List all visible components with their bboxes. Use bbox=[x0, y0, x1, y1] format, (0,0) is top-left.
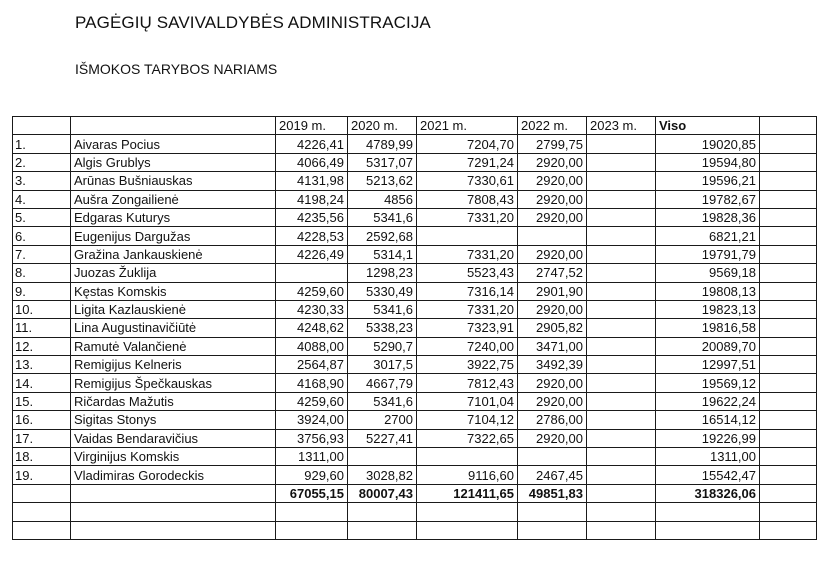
table-row bbox=[13, 245, 817, 263]
amount-cell-y2023 bbox=[587, 392, 656, 410]
empty-cell bbox=[518, 503, 587, 521]
empty-row bbox=[13, 503, 817, 521]
amount-cell-y2023 bbox=[587, 411, 656, 429]
empty-cell bbox=[760, 374, 817, 392]
amount-cell-y2022: 2920,00 bbox=[518, 300, 587, 318]
amount-cell-total: 19828,36 bbox=[656, 208, 760, 226]
amount-cell-y2020: 5341,6 bbox=[348, 208, 417, 226]
empty-cell bbox=[760, 429, 817, 447]
empty-cell bbox=[760, 411, 817, 429]
amount-cell-y2023 bbox=[587, 264, 656, 282]
amount-cell-y2022: 2920,00 bbox=[518, 392, 587, 410]
empty-cell bbox=[760, 319, 817, 337]
empty-cell bbox=[656, 521, 760, 539]
header-cell-extra bbox=[760, 117, 817, 135]
member-name-cell: Ričardas Mažutis bbox=[71, 392, 276, 410]
amount-cell-y2022: 2920,00 bbox=[518, 190, 587, 208]
amount-cell-y2019: 4066,49 bbox=[276, 153, 348, 171]
amount-cell-y2020 bbox=[348, 448, 417, 466]
table-row bbox=[13, 172, 817, 190]
empty-row bbox=[13, 521, 817, 539]
amount-cell-y2019: 4198,24 bbox=[276, 190, 348, 208]
amount-cell-y2020: 5341,6 bbox=[348, 300, 417, 318]
table-row bbox=[13, 264, 817, 282]
empty-cell bbox=[760, 190, 817, 208]
table-row bbox=[13, 411, 817, 429]
table-row bbox=[13, 356, 817, 374]
member-name-cell: Ramutė Valančienė bbox=[71, 337, 276, 355]
amount-cell-y2019: 4131,98 bbox=[276, 172, 348, 190]
row-number-cell: 6. bbox=[13, 227, 71, 245]
amount-cell-y2021: 9116,60 bbox=[417, 466, 518, 484]
amount-cell-y2023 bbox=[587, 208, 656, 226]
member-name-cell: Lina Augustinavičiūtė bbox=[71, 319, 276, 337]
amount-cell-y2022: 2901,90 bbox=[518, 282, 587, 300]
member-name-cell: Remigijus Kelneris bbox=[71, 356, 276, 374]
empty-cell bbox=[348, 521, 417, 539]
empty-cell bbox=[71, 503, 276, 521]
member-name-cell: Ligita Kazlauskienė bbox=[71, 300, 276, 318]
empty-cell bbox=[760, 448, 817, 466]
amount-cell-y2019: 4226,41 bbox=[276, 135, 348, 153]
empty-cell bbox=[760, 466, 817, 484]
row-number-cell: 10. bbox=[13, 300, 71, 318]
empty-cell bbox=[71, 521, 276, 539]
amount-cell-y2022 bbox=[518, 448, 587, 466]
amount-cell-y2019: 3756,93 bbox=[276, 429, 348, 447]
empty-cell bbox=[587, 521, 656, 539]
amount-cell-y2022: 2920,00 bbox=[518, 153, 587, 171]
amount-cell-total: 19594,80 bbox=[656, 153, 760, 171]
amount-cell-y2020: 5317,07 bbox=[348, 153, 417, 171]
empty-cell bbox=[417, 521, 518, 539]
member-name-cell: Virginijus Komskis bbox=[71, 448, 276, 466]
row-number-cell: 16. bbox=[13, 411, 71, 429]
amount-cell-y2021: 7323,91 bbox=[417, 319, 518, 337]
amount-cell-y2021 bbox=[417, 227, 518, 245]
total-cell-y2019: 67055,15 bbox=[276, 484, 348, 502]
amount-cell-y2022: 2905,82 bbox=[518, 319, 587, 337]
amount-cell-y2023 bbox=[587, 153, 656, 171]
table-row bbox=[13, 337, 817, 355]
amount-cell-y2020: 5290,7 bbox=[348, 337, 417, 355]
amount-cell-y2020: 5338,23 bbox=[348, 319, 417, 337]
member-name-cell: Edgaras Kuturys bbox=[71, 208, 276, 226]
amount-cell-y2023 bbox=[587, 466, 656, 484]
empty-cell bbox=[760, 356, 817, 374]
amount-cell-y2022: 2920,00 bbox=[518, 208, 587, 226]
total-cell-y2021: 121411,65 bbox=[417, 484, 518, 502]
empty-cell bbox=[348, 503, 417, 521]
amount-cell-y2019: 1311,00 bbox=[276, 448, 348, 466]
empty-cell bbox=[760, 172, 817, 190]
amount-cell-y2021: 3922,75 bbox=[417, 356, 518, 374]
empty-cell bbox=[760, 208, 817, 226]
amount-cell-total: 19596,21 bbox=[656, 172, 760, 190]
amount-cell-y2019: 4259,60 bbox=[276, 282, 348, 300]
empty-cell bbox=[276, 521, 348, 539]
amount-cell-y2019: 4088,00 bbox=[276, 337, 348, 355]
amount-cell-y2022: 3471,00 bbox=[518, 337, 587, 355]
amount-cell-total: 9569,18 bbox=[656, 264, 760, 282]
table-row bbox=[13, 208, 817, 226]
row-number-cell: 2. bbox=[13, 153, 71, 171]
table-row bbox=[13, 319, 817, 337]
amount-cell-y2023 bbox=[587, 190, 656, 208]
amount-cell-total: 19226,99 bbox=[656, 429, 760, 447]
table-row bbox=[13, 135, 817, 153]
amount-cell-y2019: 4259,60 bbox=[276, 392, 348, 410]
table-row bbox=[13, 300, 817, 318]
amount-cell-y2021: 7322,65 bbox=[417, 429, 518, 447]
amount-cell-y2021: 7291,24 bbox=[417, 153, 518, 171]
row-number-cell: 19. bbox=[13, 466, 71, 484]
amount-cell-y2020: 5227,41 bbox=[348, 429, 417, 447]
empty-cell bbox=[760, 282, 817, 300]
amount-cell-y2022: 2920,00 bbox=[518, 245, 587, 263]
header-cell-2021: 2021 m. bbox=[417, 117, 518, 135]
empty-cell bbox=[760, 153, 817, 171]
amount-cell-y2020: 4789,99 bbox=[348, 135, 417, 153]
amount-cell-y2021: 7812,43 bbox=[417, 374, 518, 392]
member-name-cell: Vladimiras Gorodeckis bbox=[71, 466, 276, 484]
amount-cell-y2023 bbox=[587, 245, 656, 263]
empty-cell bbox=[760, 227, 817, 245]
amount-cell-y2021: 7101,04 bbox=[417, 392, 518, 410]
amount-cell-y2020: 5330,49 bbox=[348, 282, 417, 300]
amount-cell-total: 6821,21 bbox=[656, 227, 760, 245]
empty-cell bbox=[760, 245, 817, 263]
member-name-cell: Remigijus Špečkauskas bbox=[71, 374, 276, 392]
row-number-cell: 7. bbox=[13, 245, 71, 263]
amount-cell-y2022: 2920,00 bbox=[518, 374, 587, 392]
amount-cell-y2021: 5523,43 bbox=[417, 264, 518, 282]
amount-cell-y2020: 3017,5 bbox=[348, 356, 417, 374]
amount-cell-y2019: 4226,49 bbox=[276, 245, 348, 263]
empty-cell bbox=[760, 300, 817, 318]
empty-cell bbox=[13, 484, 71, 502]
empty-cell bbox=[276, 503, 348, 521]
amount-cell-y2020: 1298,23 bbox=[348, 264, 417, 282]
amount-cell-y2019: 4235,56 bbox=[276, 208, 348, 226]
empty-cell bbox=[417, 503, 518, 521]
member-name-cell: Aušra Zongailienė bbox=[71, 190, 276, 208]
amount-cell-y2020: 2700 bbox=[348, 411, 417, 429]
member-name-cell: Arūnas Bušniauskas bbox=[71, 172, 276, 190]
amount-cell-y2023 bbox=[587, 282, 656, 300]
row-number-cell: 1. bbox=[13, 135, 71, 153]
amount-cell-y2019: 2564,87 bbox=[276, 356, 348, 374]
amount-cell-y2022: 2799,75 bbox=[518, 135, 587, 153]
row-number-cell: 13. bbox=[13, 356, 71, 374]
amount-cell-y2021: 7240,00 bbox=[417, 337, 518, 355]
member-name-cell: Aivaras Pocius bbox=[71, 135, 276, 153]
amount-cell-total: 19791,79 bbox=[656, 245, 760, 263]
totals-row bbox=[13, 484, 817, 502]
table-row bbox=[13, 190, 817, 208]
header-cell-name bbox=[71, 117, 276, 135]
row-number-cell: 4. bbox=[13, 190, 71, 208]
table-row bbox=[13, 282, 817, 300]
empty-cell bbox=[71, 484, 276, 502]
amount-cell-total: 16514,12 bbox=[656, 411, 760, 429]
header-cell-2019: 2019 m. bbox=[276, 117, 348, 135]
amount-cell-y2022: 2786,00 bbox=[518, 411, 587, 429]
member-name-cell: Eugenijus Dargužas bbox=[71, 227, 276, 245]
table-row bbox=[13, 466, 817, 484]
amount-cell-y2023 bbox=[587, 374, 656, 392]
amount-cell-y2023 bbox=[587, 448, 656, 466]
amount-cell-y2021: 7331,20 bbox=[417, 208, 518, 226]
amount-cell-y2019: 4228,53 bbox=[276, 227, 348, 245]
amount-cell-y2021: 7316,14 bbox=[417, 282, 518, 300]
amount-cell-total: 19020,85 bbox=[656, 135, 760, 153]
amount-cell-y2019: 3924,00 bbox=[276, 411, 348, 429]
empty-cell bbox=[760, 264, 817, 282]
row-number-cell: 9. bbox=[13, 282, 71, 300]
amount-cell-total: 15542,47 bbox=[656, 466, 760, 484]
amount-cell-total: 12997,51 bbox=[656, 356, 760, 374]
empty-cell bbox=[760, 337, 817, 355]
amount-cell-y2020: 4667,79 bbox=[348, 374, 417, 392]
header-cell-total: Viso bbox=[656, 117, 760, 135]
table-row bbox=[13, 429, 817, 447]
amount-cell-total: 1311,00 bbox=[656, 448, 760, 466]
empty-cell bbox=[587, 503, 656, 521]
amount-cell-total: 19622,24 bbox=[656, 392, 760, 410]
amount-cell-y2023 bbox=[587, 337, 656, 355]
amount-cell-y2021: 7330,61 bbox=[417, 172, 518, 190]
amount-cell-total: 19569,12 bbox=[656, 374, 760, 392]
member-name-cell: Gražina Jankauskienė bbox=[71, 245, 276, 263]
total-cell-y2020: 80007,43 bbox=[348, 484, 417, 502]
member-name-cell: Kęstas Komskis bbox=[71, 282, 276, 300]
amount-cell-y2023 bbox=[587, 429, 656, 447]
amount-cell-y2023 bbox=[587, 135, 656, 153]
total-cell-total: 318326,06 bbox=[656, 484, 760, 502]
empty-cell bbox=[760, 392, 817, 410]
empty-cell bbox=[760, 521, 817, 539]
amount-cell-y2023 bbox=[587, 227, 656, 245]
amount-cell-y2022: 2920,00 bbox=[518, 172, 587, 190]
amount-cell-total: 19782,67 bbox=[656, 190, 760, 208]
amount-cell-total: 20089,70 bbox=[656, 337, 760, 355]
empty-cell bbox=[13, 521, 71, 539]
amount-cell-y2023 bbox=[587, 172, 656, 190]
row-number-cell: 17. bbox=[13, 429, 71, 447]
amount-cell-y2020: 3028,82 bbox=[348, 466, 417, 484]
table-row bbox=[13, 448, 817, 466]
member-name-cell: Juozas Žuklija bbox=[71, 264, 276, 282]
row-number-cell: 3. bbox=[13, 172, 71, 190]
amount-cell-y2022: 2747,52 bbox=[518, 264, 587, 282]
row-number-cell: 11. bbox=[13, 319, 71, 337]
amount-cell-total: 19816,58 bbox=[656, 319, 760, 337]
header-cell-number bbox=[13, 117, 71, 135]
amount-cell-y2021: 7204,70 bbox=[417, 135, 518, 153]
document-subtitle: IŠMOKOS TARYBOS NARIAMS bbox=[75, 61, 278, 77]
amount-cell-y2021: 7808,43 bbox=[417, 190, 518, 208]
total-cell-y2023 bbox=[587, 484, 656, 502]
row-number-cell: 12. bbox=[13, 337, 71, 355]
amount-cell-y2022 bbox=[518, 227, 587, 245]
total-cell-y2022: 49851,83 bbox=[518, 484, 587, 502]
member-name-cell: Vaidas Bendaravičius bbox=[71, 429, 276, 447]
table-row bbox=[13, 227, 817, 245]
amount-cell-y2020: 5341,6 bbox=[348, 392, 417, 410]
amount-cell-y2022: 3492,39 bbox=[518, 356, 587, 374]
amount-cell-y2020: 4856 bbox=[348, 190, 417, 208]
amount-cell-y2023 bbox=[587, 319, 656, 337]
amount-cell-y2020: 2592,68 bbox=[348, 227, 417, 245]
table-row bbox=[13, 153, 817, 171]
amount-cell-y2020: 5314,1 bbox=[348, 245, 417, 263]
amount-cell-y2019: 4248,62 bbox=[276, 319, 348, 337]
amount-cell-y2022: 2920,00 bbox=[518, 429, 587, 447]
row-number-cell: 5. bbox=[13, 208, 71, 226]
amount-cell-y2021: 7104,12 bbox=[417, 411, 518, 429]
table-row bbox=[13, 392, 817, 410]
member-name-cell: Sigitas Stonys bbox=[71, 411, 276, 429]
empty-cell bbox=[518, 521, 587, 539]
amount-cell-y2019 bbox=[276, 264, 348, 282]
header-cell-2022: 2022 m. bbox=[518, 117, 587, 135]
member-name-cell: Algis Grublys bbox=[71, 153, 276, 171]
amount-cell-y2023 bbox=[587, 356, 656, 374]
amount-cell-y2021: 7331,20 bbox=[417, 245, 518, 263]
amount-cell-y2019: 929,60 bbox=[276, 466, 348, 484]
payments-table bbox=[12, 116, 817, 540]
row-number-cell: 15. bbox=[13, 392, 71, 410]
empty-cell bbox=[656, 503, 760, 521]
amount-cell-total: 19808,13 bbox=[656, 282, 760, 300]
header-cell-2020: 2020 m. bbox=[348, 117, 417, 135]
amount-cell-total: 19823,13 bbox=[656, 300, 760, 318]
amount-cell-y2019: 4168,90 bbox=[276, 374, 348, 392]
row-number-cell: 8. bbox=[13, 264, 71, 282]
amount-cell-y2019: 4230,33 bbox=[276, 300, 348, 318]
header-cell-2023: 2023 m. bbox=[587, 117, 656, 135]
amount-cell-y2020: 5213,62 bbox=[348, 172, 417, 190]
empty-cell bbox=[760, 484, 817, 502]
row-number-cell: 18. bbox=[13, 448, 71, 466]
amount-cell-y2021 bbox=[417, 448, 518, 466]
table-header-row bbox=[13, 117, 817, 135]
amount-cell-y2021: 7331,20 bbox=[417, 300, 518, 318]
row-number-cell: 14. bbox=[13, 374, 71, 392]
organization-title: PAGĖGIŲ SAVIVALDYBĖS ADMINISTRACIJA bbox=[75, 13, 431, 32]
empty-cell bbox=[13, 503, 71, 521]
amount-cell-y2023 bbox=[587, 300, 656, 318]
empty-cell bbox=[760, 135, 817, 153]
amount-cell-y2022: 2467,45 bbox=[518, 466, 587, 484]
table-row bbox=[13, 374, 817, 392]
empty-cell bbox=[760, 503, 817, 521]
